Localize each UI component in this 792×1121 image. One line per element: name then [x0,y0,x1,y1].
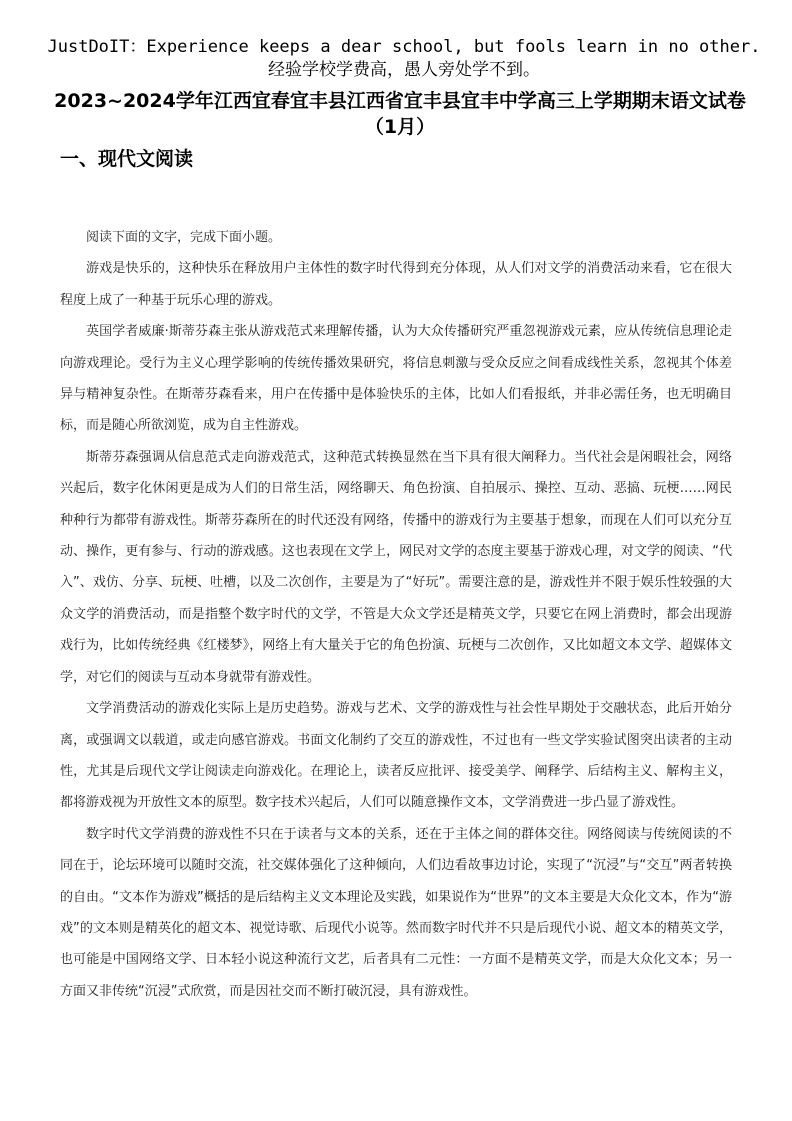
paragraph: 英国学者威廉·斯蒂芬森主张从游戏范式来理解传播，认为大众传播研究严重忽视游戏元素，应从传统信息理论走向游戏理论。受行为主义心理学影响的传统传播效果研究，将信息刺激与受众反应之间看成线性关系，忽视其个体差异与精神复杂性。在斯蒂芬森看来，用户在传播中是体验快乐的主体，比如人们看报纸，并非必需任务，也无明确目标，而是随心所欲浏览，成为自主性游戏。 [60,324,732,434]
page-title: 2023~2024学年江西宜春宜丰县江西省宜丰县宜丰中学高三上学期期末语文试卷（1月） [54,90,746,138]
article-body [60,222,732,1007]
paragraph: 数字时代文学消费的游戏性不只在于读者与文本的关系，还在于主体之间的群体交往。网络阅读与传统阅读的不同在于，论坛环境可以随时交流，社交媒体强化了这种倾向，人们边看故事边讨论，实现了“沉浸”与“交互”两者转换的自由。“文本作为游戏”概括的是后结构主义文本理论及实践，如果说作为“世界”的文本主要是大众化文本，作为“游戏”的文本则是精英化的超文本、视觉诗歌、后现代小说等。然而数字时代并不只是后现代小说、超文本的精英文学，也可能是中国网络文学、日本轻小说这种流行文艺，后者具有二元性：一方面不是精英文学，而是大众化文本；另一方面又非传统“沉浸”式欣赏，而是因社交而不断打破沉浸，具有游戏性。 [60,826,732,999]
paragraph: 斯蒂芬森强调从信息范式走向游戏范式，这种范式转换显然在当下具有很大阐释力。当代社会是闲暇社会，网络兴起后，数字化休闲更是成为人们的日常生活，网络聊天、角色扮演、自拍展示、操控、互动、恶搞、玩梗……网民种种行为都带有游戏性。斯蒂芬森所在的时代还没有网络，传播中的游戏行为主要基于想象，而现在人们可以充分互动、操作，更有参与、行动的游戏感。这也表现在文学上，网民对文学的态度主要基于游戏心理，对文学的阅读、“代入”、戏仿、分享、玩梗、吐槽，以及二次创作，主要是为了“好玩”。需要注意的是，游戏性并不限于娱乐性较强的大众文学的消费活动，而是指整个数字时代的文学，不管是大众文学还是精英文学，只要它在网上消费时，都会出现游戏行为，比如传统经典《红楼梦》，网络上有大量关于它的角色扮演、玩梗与二次创作，又比如超文本文学、超媒体文学，对它们的阅读与互动本身就带有游戏性。 [60,449,732,685]
section-heading: 一、现代文阅读 [60,148,194,170]
paragraph: 游戏是快乐的，这种快乐在释放用户主体性的数字时代得到充分体现，从人们对文学的消费活动来看，它在很大程度上成了一种基于玩乐心理的游戏。 [60,261,732,308]
paragraph: 文学消费活动的游戏化实际上是历史趋势。游戏与艺术、文学的游戏性与社会性早期处于交融状态，此后开始分离，或强调文以载道，或走向感官游戏。书面文化制约了交互的游戏性，不过也有一些文学实验试图突出读者的主动性，尤其是后现代文学让阅读走向游戏化。在理论上，读者反应批评、接受美学、阐释学、后结构主义、解构主义，都将游戏视为开放性文本的原型。数字技术兴起后，人们可以随意操作文本，文学消费进一步凸显了游戏性。 [60,701,732,811]
header-motto: JustDoIT：Experience keeps a dear school, but fools learn in no other.经验学校学费高，愚人旁处学不到。 [47,37,761,80]
paragraph: 阅读下面的文字，完成下面小题。 [86,230,282,245]
